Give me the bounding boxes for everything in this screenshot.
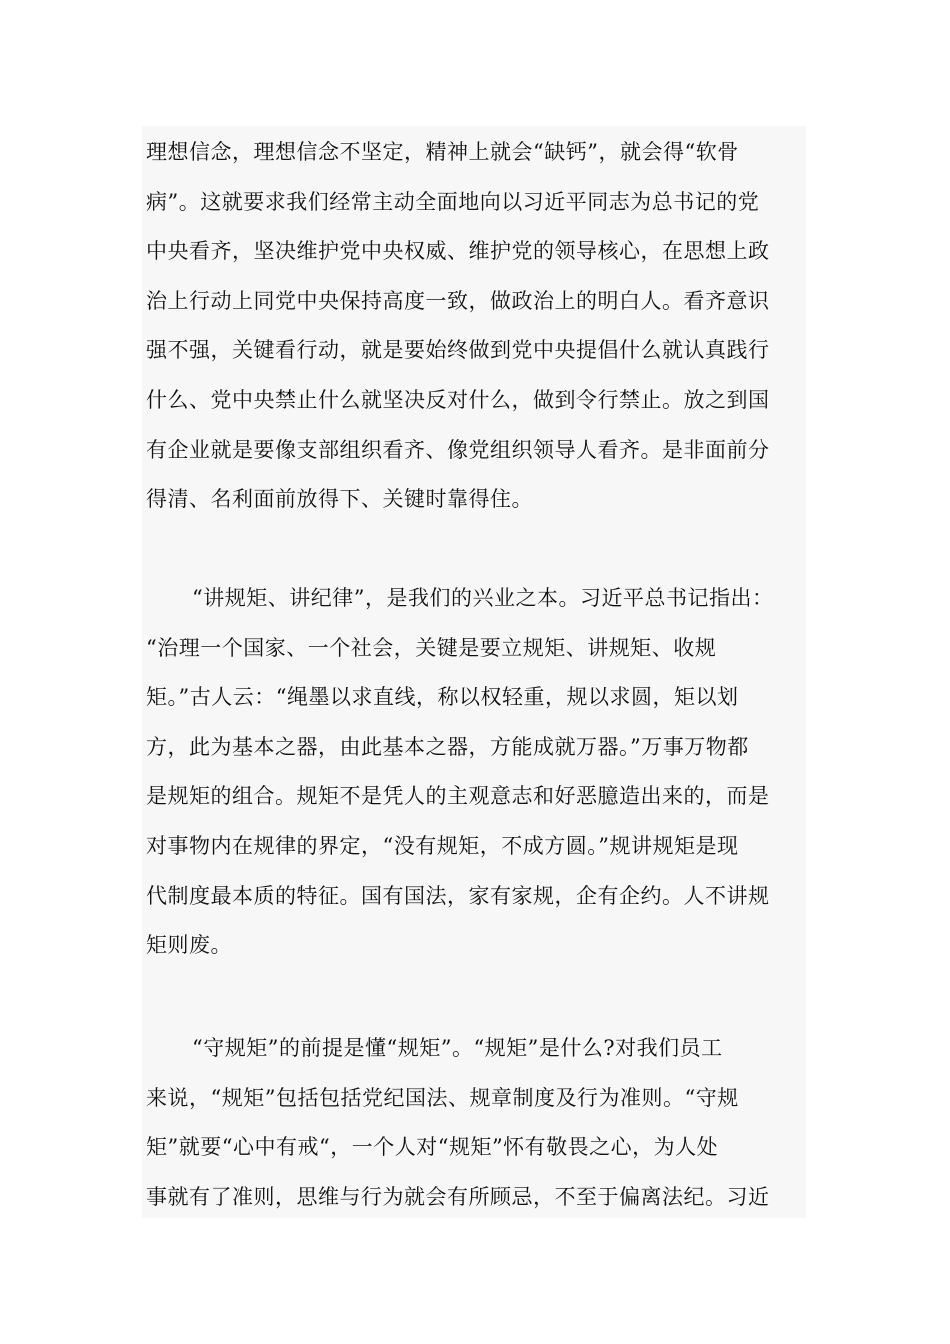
paragraph-line: 矩。”古人云：“绳墨以求直线，称以权轻重，规以求圆，矩以划: [146, 685, 739, 710]
paragraph-line: 来说，“规矩”包括包括党纪国法、规章制度及行为准则。“守规: [146, 1085, 739, 1110]
paragraph-line: 中央看齐，坚决维护党中央权威、维护党的领导核心，在思想上政: [146, 239, 770, 264]
paragraph-3: [146, 1024, 806, 1222]
paragraph-line: 方，此为基本之器，由此基本之器，方能成就万器。”万事万物都: [146, 734, 749, 759]
paragraph-2: [146, 574, 806, 971]
paragraph-line: 事就有了准则，思维与行为就会有所顾忌，不至于偏离法纪。习近: [146, 1184, 770, 1209]
paragraph-line: 对事物内在规律的界定，“没有规矩，不成方圆。”规讲规矩是现: [146, 833, 739, 858]
paragraph-line: 病”。这就要求我们经常主动全面地向以习近平同志为总书记的党: [146, 189, 760, 214]
paragraph-line: 治上行动上同党中央保持高度一致，做政治上的明白人。看齐意识: [146, 288, 770, 313]
paragraph-line: 矩则废。: [146, 933, 232, 958]
paragraph-line: 什么、党中央禁止什么就坚决反对什么，做到令行禁止。放之到国: [146, 387, 770, 412]
paragraph-line: “讲规矩、讲纪律”，是我们的兴业之本。习近平总书记指出：: [192, 586, 774, 610]
paragraph-line: 代制度最本质的特征。国有国法，家有家规，企有企约。人不讲规: [146, 883, 770, 908]
paragraph-line: 矩”就要“心中有戒“，一个人对“规矩”怀有敬畏之心，为人处: [146, 1135, 719, 1160]
paragraph-line: 有企业就是要像支部组织看齐、像党组织领导人看齐。是非面前分: [146, 437, 770, 462]
paragraph-1: [146, 128, 806, 525]
paragraph-line: 理想信念，理想信念不坚定，精神上就会“缺钙”，就会得“软骨: [146, 140, 739, 164]
paragraph-line: “守规矩”的前提是懂“规矩”。“规矩”是什么?对我们员工: [192, 1036, 723, 1060]
paragraph-line: 得清、名利面前放得下、关键时靠得住。: [146, 487, 533, 512]
paragraph-line: 是规矩的组合。规矩不是凭人的主观意志和好恶臆造出来的，而是: [146, 784, 770, 809]
paragraph-line: “治理一个国家、一个社会，关键是要立规矩、讲规矩、收规: [146, 635, 717, 660]
paragraph-line: 强不强，关键看行动，就是要始终做到党中央提倡什么就认真践行: [146, 338, 770, 363]
